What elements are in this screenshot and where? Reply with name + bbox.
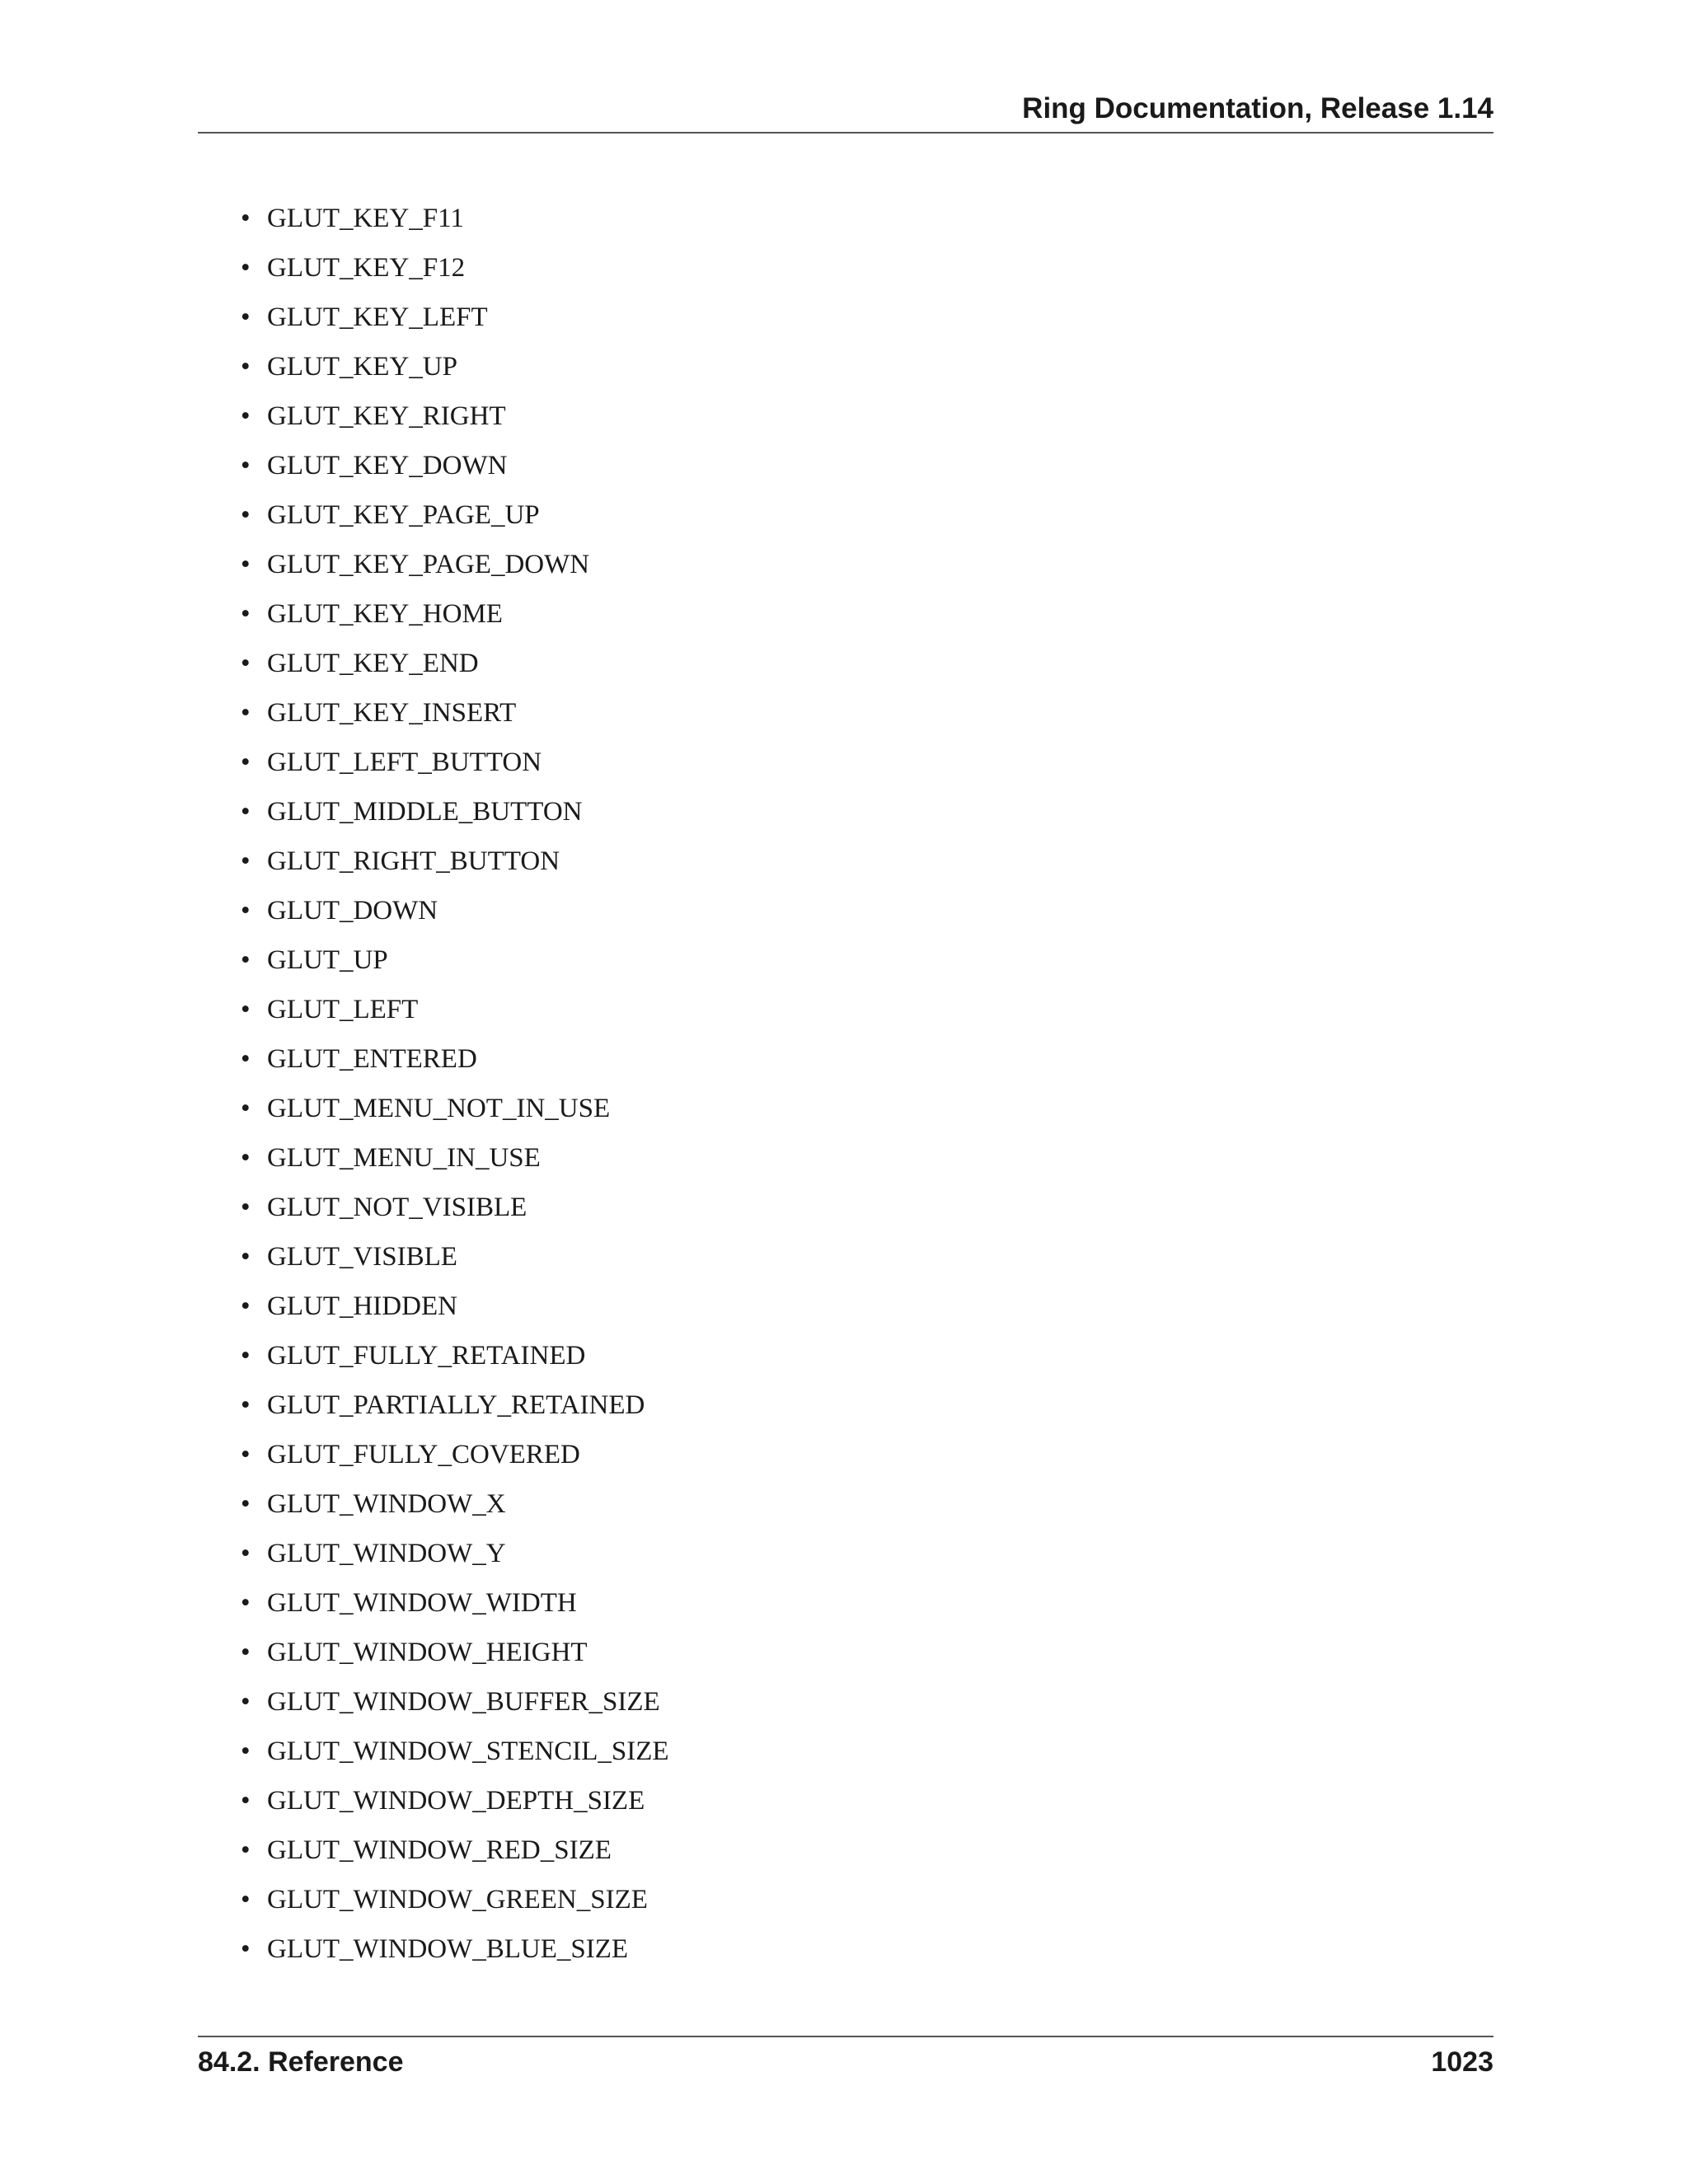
list-item: • GLUT_KEY_F11 <box>241 194 669 243</box>
list-item: • GLUT_FULLY_COVERED <box>241 1430 669 1479</box>
list-item: • GLUT_RIGHT_BUTTON <box>241 837 669 886</box>
list-item: • GLUT_NOT_VISIBLE <box>241 1183 669 1232</box>
list-item: • GLUT_DOWN <box>241 886 669 935</box>
list-item: • GLUT_FULLY_RETAINED <box>241 1331 669 1380</box>
list-item: • GLUT_PARTIALLY_RETAINED <box>241 1380 669 1430</box>
list-item: • GLUT_WINDOW_Y <box>241 1529 669 1578</box>
list-item: • GLUT_WINDOW_HEIGHT <box>241 1628 669 1677</box>
list-item: • GLUT_KEY_PAGE_UP <box>241 490 669 540</box>
list-item: • GLUT_WINDOW_DEPTH_SIZE <box>241 1776 669 1825</box>
page-footer <box>198 2036 1493 2087</box>
list-item: • GLUT_KEY_F12 <box>241 243 669 293</box>
list-item: • GLUT_UP <box>241 935 669 985</box>
list-item: • GLUT_MENU_IN_USE <box>241 1133 669 1183</box>
page-number: 1023 <box>1431 2046 1493 2078</box>
list-item: • GLUT_WINDOW_X <box>241 1479 669 1529</box>
list-item: • GLUT_LEFT_BUTTON <box>241 738 669 787</box>
page-header <box>198 89 1493 134</box>
section-title: 84.2. Reference <box>198 2046 404 2078</box>
list-item: • GLUT_WINDOW_BLUE_SIZE <box>241 1924 669 1974</box>
list-item: • GLUT_KEY_DOWN <box>241 441 669 490</box>
list-item: • GLUT_MENU_NOT_IN_USE <box>241 1084 669 1133</box>
constant-list <box>241 194 669 1974</box>
list-item: • GLUT_KEY_END <box>241 639 669 688</box>
list-item: • GLUT_HIDDEN <box>241 1282 669 1331</box>
list-item: • GLUT_KEY_UP <box>241 342 669 391</box>
list-item: • GLUT_WINDOW_BUFFER_SIZE <box>241 1677 669 1727</box>
list-item: • GLUT_LEFT <box>241 985 669 1034</box>
list-item: • GLUT_KEY_HOME <box>241 589 669 639</box>
list-item: • GLUT_KEY_PAGE_DOWN <box>241 540 669 589</box>
list-item: • GLUT_WINDOW_RED_SIZE <box>241 1825 669 1875</box>
list-item: • GLUT_VISIBLE <box>241 1232 669 1282</box>
list-item: • GLUT_KEY_LEFT <box>241 293 669 342</box>
list-item: • GLUT_WINDOW_STENCIL_SIZE <box>241 1727 669 1776</box>
list-item: • GLUT_WINDOW_GREEN_SIZE <box>241 1875 669 1924</box>
list-item: • GLUT_MIDDLE_BUTTON <box>241 787 669 837</box>
list-item: • GLUT_WINDOW_WIDTH <box>241 1578 669 1628</box>
list-item: • GLUT_KEY_RIGHT <box>241 391 669 441</box>
document-title: Ring Documentation, Release 1.14 <box>1022 92 1493 124</box>
list-item: • GLUT_ENTERED <box>241 1034 669 1084</box>
list-item: • GLUT_KEY_INSERT <box>241 688 669 738</box>
